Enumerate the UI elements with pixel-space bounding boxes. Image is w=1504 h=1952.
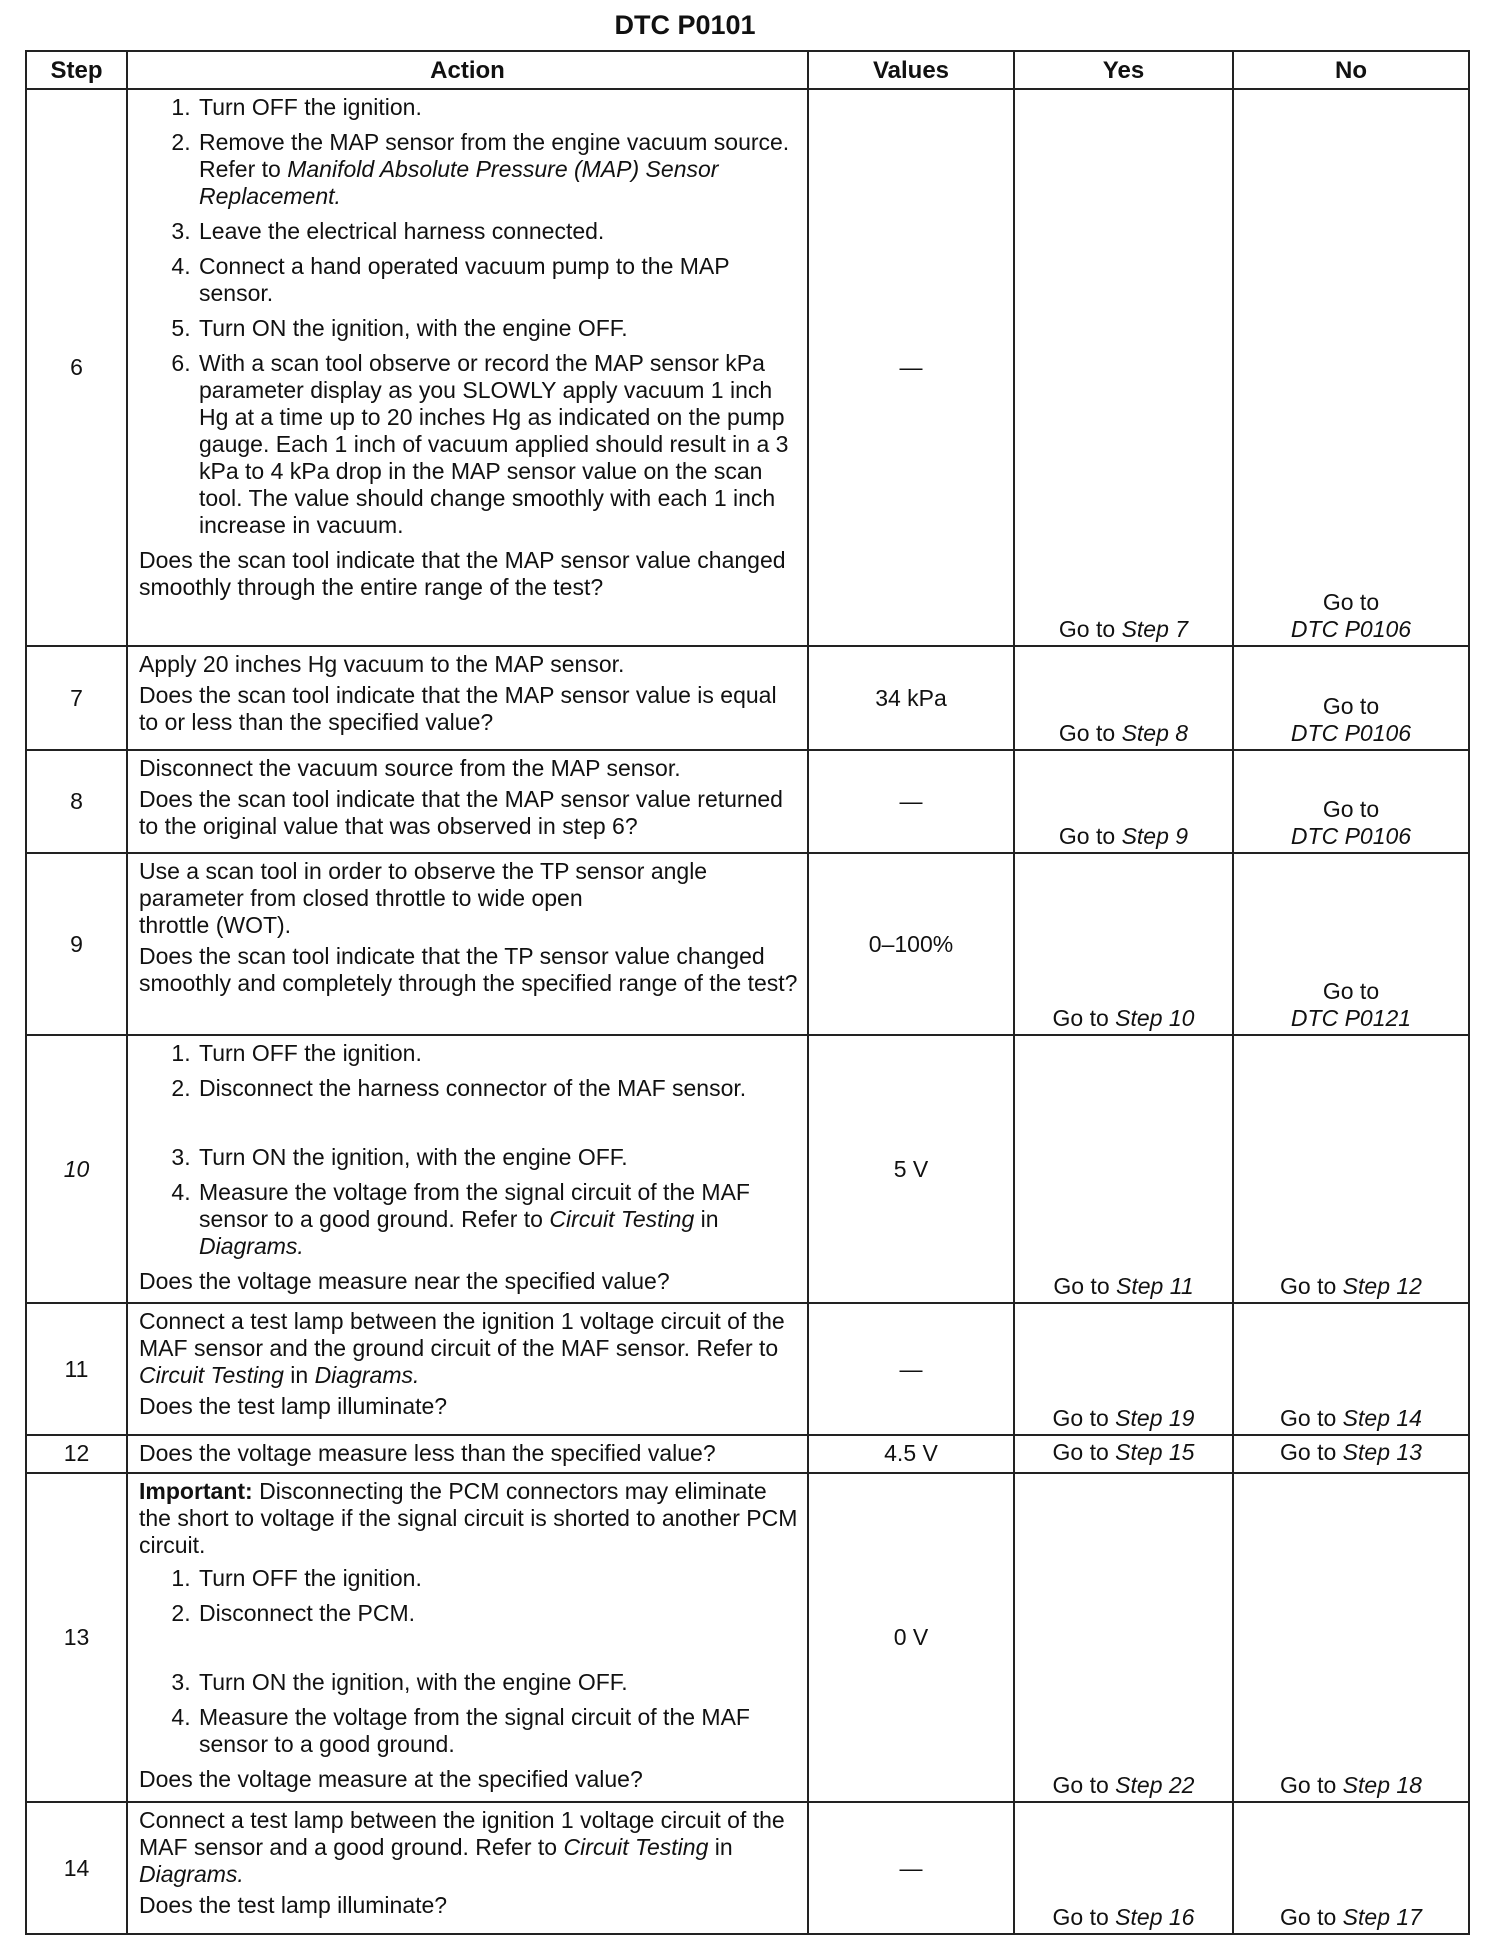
step-number: 6 (26, 89, 127, 646)
yes-cell: Go to Step 16 (1014, 1802, 1233, 1934)
step-number: 11 (26, 1303, 127, 1435)
action-cell (127, 1035, 808, 1303)
instruction-text: Use a scan tool in order to observe the TP sensor angle parameter from closed throttle to wide open throttle (WOT). (139, 858, 708, 939)
values-cell: 0–100% (808, 853, 1014, 1035)
instruction-text: Connect a test lamp between the ignition 1 voltage circuit of the MAF sensor and the ground circuit of the MAF sensor. Refer to Circuit Testing in Diagrams. (139, 1308, 785, 1389)
step-number: 10 (26, 1035, 127, 1303)
table-row-step-7 (26, 646, 1469, 749)
step-number: 12 (26, 1435, 127, 1473)
no-cell: Go to DTC P0106 (1233, 646, 1469, 749)
table-row-step-8 (26, 750, 1469, 853)
diagnostic-table (25, 50, 1470, 1935)
yes-cell: Go to Step 19 (1014, 1303, 1233, 1435)
yes-cell: Go to Step 7 (1014, 89, 1233, 646)
step-number: 8 (26, 750, 127, 853)
list-item: 3. Turn ON the ignition, with the engine OFF. (197, 1669, 799, 1696)
list-item: 1. Turn OFF the ignition. (197, 1565, 799, 1592)
action-cell (127, 646, 808, 749)
yes-cell: Go to Step 9 (1014, 750, 1233, 853)
instruction-text: Disconnect the vacuum source from the MAP sensor. (139, 754, 681, 781)
question-text: Does the scan tool indicate that the MAP sensor value is equal to or less than the specified value? (139, 682, 777, 736)
values-cell: 34 kPa (808, 646, 1014, 749)
question-text: Does the test lamp illuminate? (139, 1892, 448, 1919)
values-cell: 4.5 V (808, 1435, 1014, 1473)
question-text: Does the test lamp illuminate? (139, 1393, 448, 1420)
step-number: 7 (26, 646, 127, 749)
question-text: Does the voltage measure less than the specified value? (139, 1440, 716, 1467)
question-text: Does the voltage measure at the specified value? (139, 1765, 643, 1792)
no-cell: Go to Step 17 (1233, 1802, 1469, 1934)
values-cell: — (808, 750, 1014, 853)
values-cell: — (808, 1802, 1014, 1934)
no-cell: Go to DTC P0121 (1233, 853, 1469, 1035)
action-cell (127, 853, 808, 1035)
question-text: Does the scan tool indicate that the MAP sensor value changed smoothly through the entire range of the test? (139, 547, 786, 600)
action-cell (127, 750, 808, 853)
list-item: 4. Connect a hand operated vacuum pump to the MAP sensor. (197, 253, 799, 307)
header-no: No (1233, 51, 1469, 89)
table-row-step-14 (26, 1802, 1469, 1934)
list-item: 1. Turn OFF the ignition. (197, 1040, 799, 1067)
instruction-text: Apply 20 inches Hg vacuum to the MAP sensor. (139, 651, 625, 678)
yes-cell: Go to Step 22 (1014, 1473, 1233, 1802)
no-cell: Go to Step 12 (1233, 1035, 1469, 1303)
list-item: 6. With a scan tool observe or record the MAP sensor kPa parameter display as you SLOWLY apply vacuum 1 inch Hg at a time up to 20 inches Hg as indicated on the pump gauge. Each 1 inch of vacuum applied should result in a 3 kPa to 4 kPa drop in the MAP sensor value on the scan tool. The value should change smoothly with each 1 inch increase in vacuum. (197, 350, 799, 539)
question-text: Does the voltage measure near the specified value? (139, 1268, 670, 1295)
step-number: 13 (26, 1473, 127, 1802)
page-title: DTC P0101 (614, 10, 756, 40)
list-item: 2. Remove the MAP sensor from the engine vacuum source. Refer to Manifold Absolute Pressure (MAP) Sensor Replacement. (197, 129, 799, 210)
table-row-step-12 (26, 1435, 1469, 1473)
header-action: Action (127, 51, 808, 89)
values-cell: 5 V (808, 1035, 1014, 1303)
header-step: Step (26, 51, 127, 89)
action-cell (127, 1473, 808, 1802)
header-row (26, 51, 1469, 89)
step-number: 9 (26, 853, 127, 1035)
list-item: 3. Turn ON the ignition, with the engine OFF. (197, 1144, 799, 1171)
table-row-step-10 (26, 1035, 1469, 1303)
action-list (139, 1040, 799, 1260)
yes-cell: Go to Step 10 (1014, 853, 1233, 1035)
question-text: Does the scan tool indicate that the MAP sensor value returned to the original value that was observed in step 6? (139, 785, 783, 839)
no-cell: Go to Step 18 (1233, 1473, 1469, 1802)
list-item: 4. Measure the voltage from the signal circuit of the MAF sensor to a good ground. (197, 1704, 799, 1758)
no-cell: Go to Step 14 (1233, 1303, 1469, 1435)
header-values: Values (808, 51, 1014, 89)
yes-cell: Go to Step 8 (1014, 646, 1233, 749)
action-cell (127, 1303, 808, 1435)
no-cell: Go to DTC P0106 (1233, 89, 1469, 646)
no-cell: Go to Step 13 (1233, 1435, 1469, 1473)
action-cell (127, 1802, 808, 1934)
important-note: Important: Disconnecting the PCM connectors may eliminate the short to voltage if the signal circuit is shorted to another PCM circuit. (139, 1477, 798, 1558)
values-cell: — (808, 89, 1014, 646)
action-list (139, 1565, 799, 1758)
action-cell (127, 1435, 808, 1473)
table-row-step-13 (26, 1473, 1469, 1802)
list-item: 3. Leave the electrical harness connected. (197, 218, 799, 245)
list-item: 2. Disconnect the harness connector of the MAF sensor. (197, 1075, 799, 1136)
list-item: 2. Disconnect the PCM. (197, 1600, 799, 1661)
table-row-step-11 (26, 1303, 1469, 1435)
no-cell: Go to DTC P0106 (1233, 750, 1469, 853)
list-item: 1. Turn OFF the ignition. (197, 94, 799, 121)
list-item: 5. Turn ON the ignition, with the engine OFF. (197, 315, 799, 342)
action-cell (127, 89, 808, 646)
header-yes: Yes (1014, 51, 1233, 89)
question-text: Does the scan tool indicate that the TP sensor value changed smoothly and completely through the specified range of the test? (139, 943, 798, 997)
action-list (139, 94, 799, 539)
yes-cell: Go to Step 15 (1014, 1435, 1233, 1473)
values-cell: 0 V (808, 1473, 1014, 1802)
instruction-text: Connect a test lamp between the ignition 1 voltage circuit of the MAF sensor and a good ground. Refer to Circuit Testing in Diagrams. (139, 1807, 785, 1888)
table-row-step-9 (26, 853, 1469, 1035)
values-cell: — (808, 1303, 1014, 1435)
table-row-step-6 (26, 89, 1469, 646)
list-item: 4. Measure the voltage from the signal circuit of the MAF sensor to a good ground. Refer to Circuit Testing in Diagrams. (197, 1179, 799, 1260)
step-number: 14 (26, 1802, 127, 1934)
yes-cell: Go to Step 11 (1014, 1035, 1233, 1303)
